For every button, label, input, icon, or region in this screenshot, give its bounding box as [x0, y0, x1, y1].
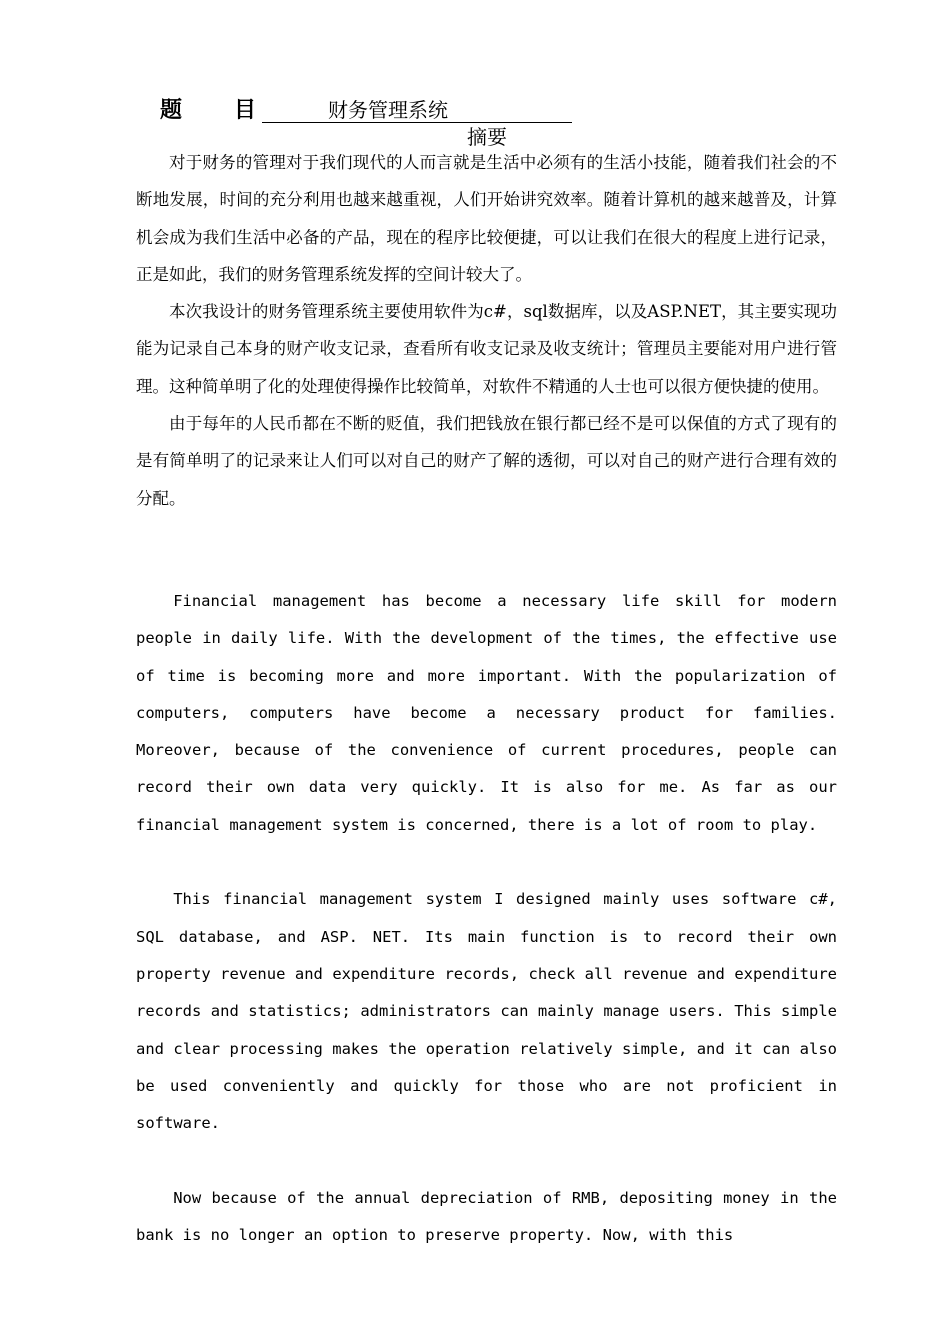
title-underline-field — [262, 96, 572, 123]
chinese-paragraph-2: 本次我设计的财务管理系统主要使用软件为c#，sql数据库，以及ASP.NET，其主要实现功能为记录自己本身的财产收支记录，查看所有收支记录及收支统计；管理员主要能对用户进行管理。这种简单明了化的处理使得操作比较简单，对软件不精通的人士也可以很方便快捷的使用。 — [136, 302, 837, 396]
english-paragraph-2: This financial management system I designed mainly uses software c#, SQL database, and ASP. NET. Its main function is to record their own property revenue and expenditure records, check all revenue and expenditure records and statistics; administrators can mainly manage users. This simple and clear processing makes the operation relatively simple, and it can also be used conveniently and quickly for those who are not proficient in software. — [136, 890, 837, 1133]
abstract-heading: 摘要 — [467, 125, 507, 149]
english-paragraph-1: Financial management has become a necessary life skill for modern people in daily life. With the development of the times, the effective use of time is becoming more and more important. With the popularization of computers, computers have become a necessary product for families. Moreover, because of the convenience of current procedures, people can record their own data very quickly. It is also for me. As far as our financial management system is concerned, there is a lot of room to play. — [136, 592, 837, 834]
english-abstract — [136, 583, 837, 1254]
title-value: 财务管理系统 — [328, 98, 448, 122]
chinese-paragraph-1: 对于财务的管理对于我们现代的人而言就是生活中必须有的生活小技能，随着我们社会的不断地发展，时间的充分利用也越来越重视，人们开始讲究效率。随着计算机的越来越普及，计算机会成为我们生活中必备的产品，现在的程序比较便捷，可以让我们在很大的程度上进行记录，正是如此，我们的财务管理系统发挥的空间计较大了。 — [136, 153, 837, 284]
title-label-part2: 目 — [234, 98, 257, 123]
title-label-part1: 题 — [160, 98, 183, 123]
chinese-paragraph-3: 由于每年的人民币都在不断的贬值，我们把钱放在银行都已经不是可以保值的方式了现有的是有简单明了的记录来让人们可以对自己的财产了解的透彻，可以对自己的财产进行合理有效的分配。 — [136, 414, 837, 508]
chinese-abstract — [136, 144, 837, 517]
english-paragraph-3: Now because of the annual depreciation of RMB, depositing money in the bank is no longer an option to preserve property. Now, with this — [136, 1188, 837, 1245]
